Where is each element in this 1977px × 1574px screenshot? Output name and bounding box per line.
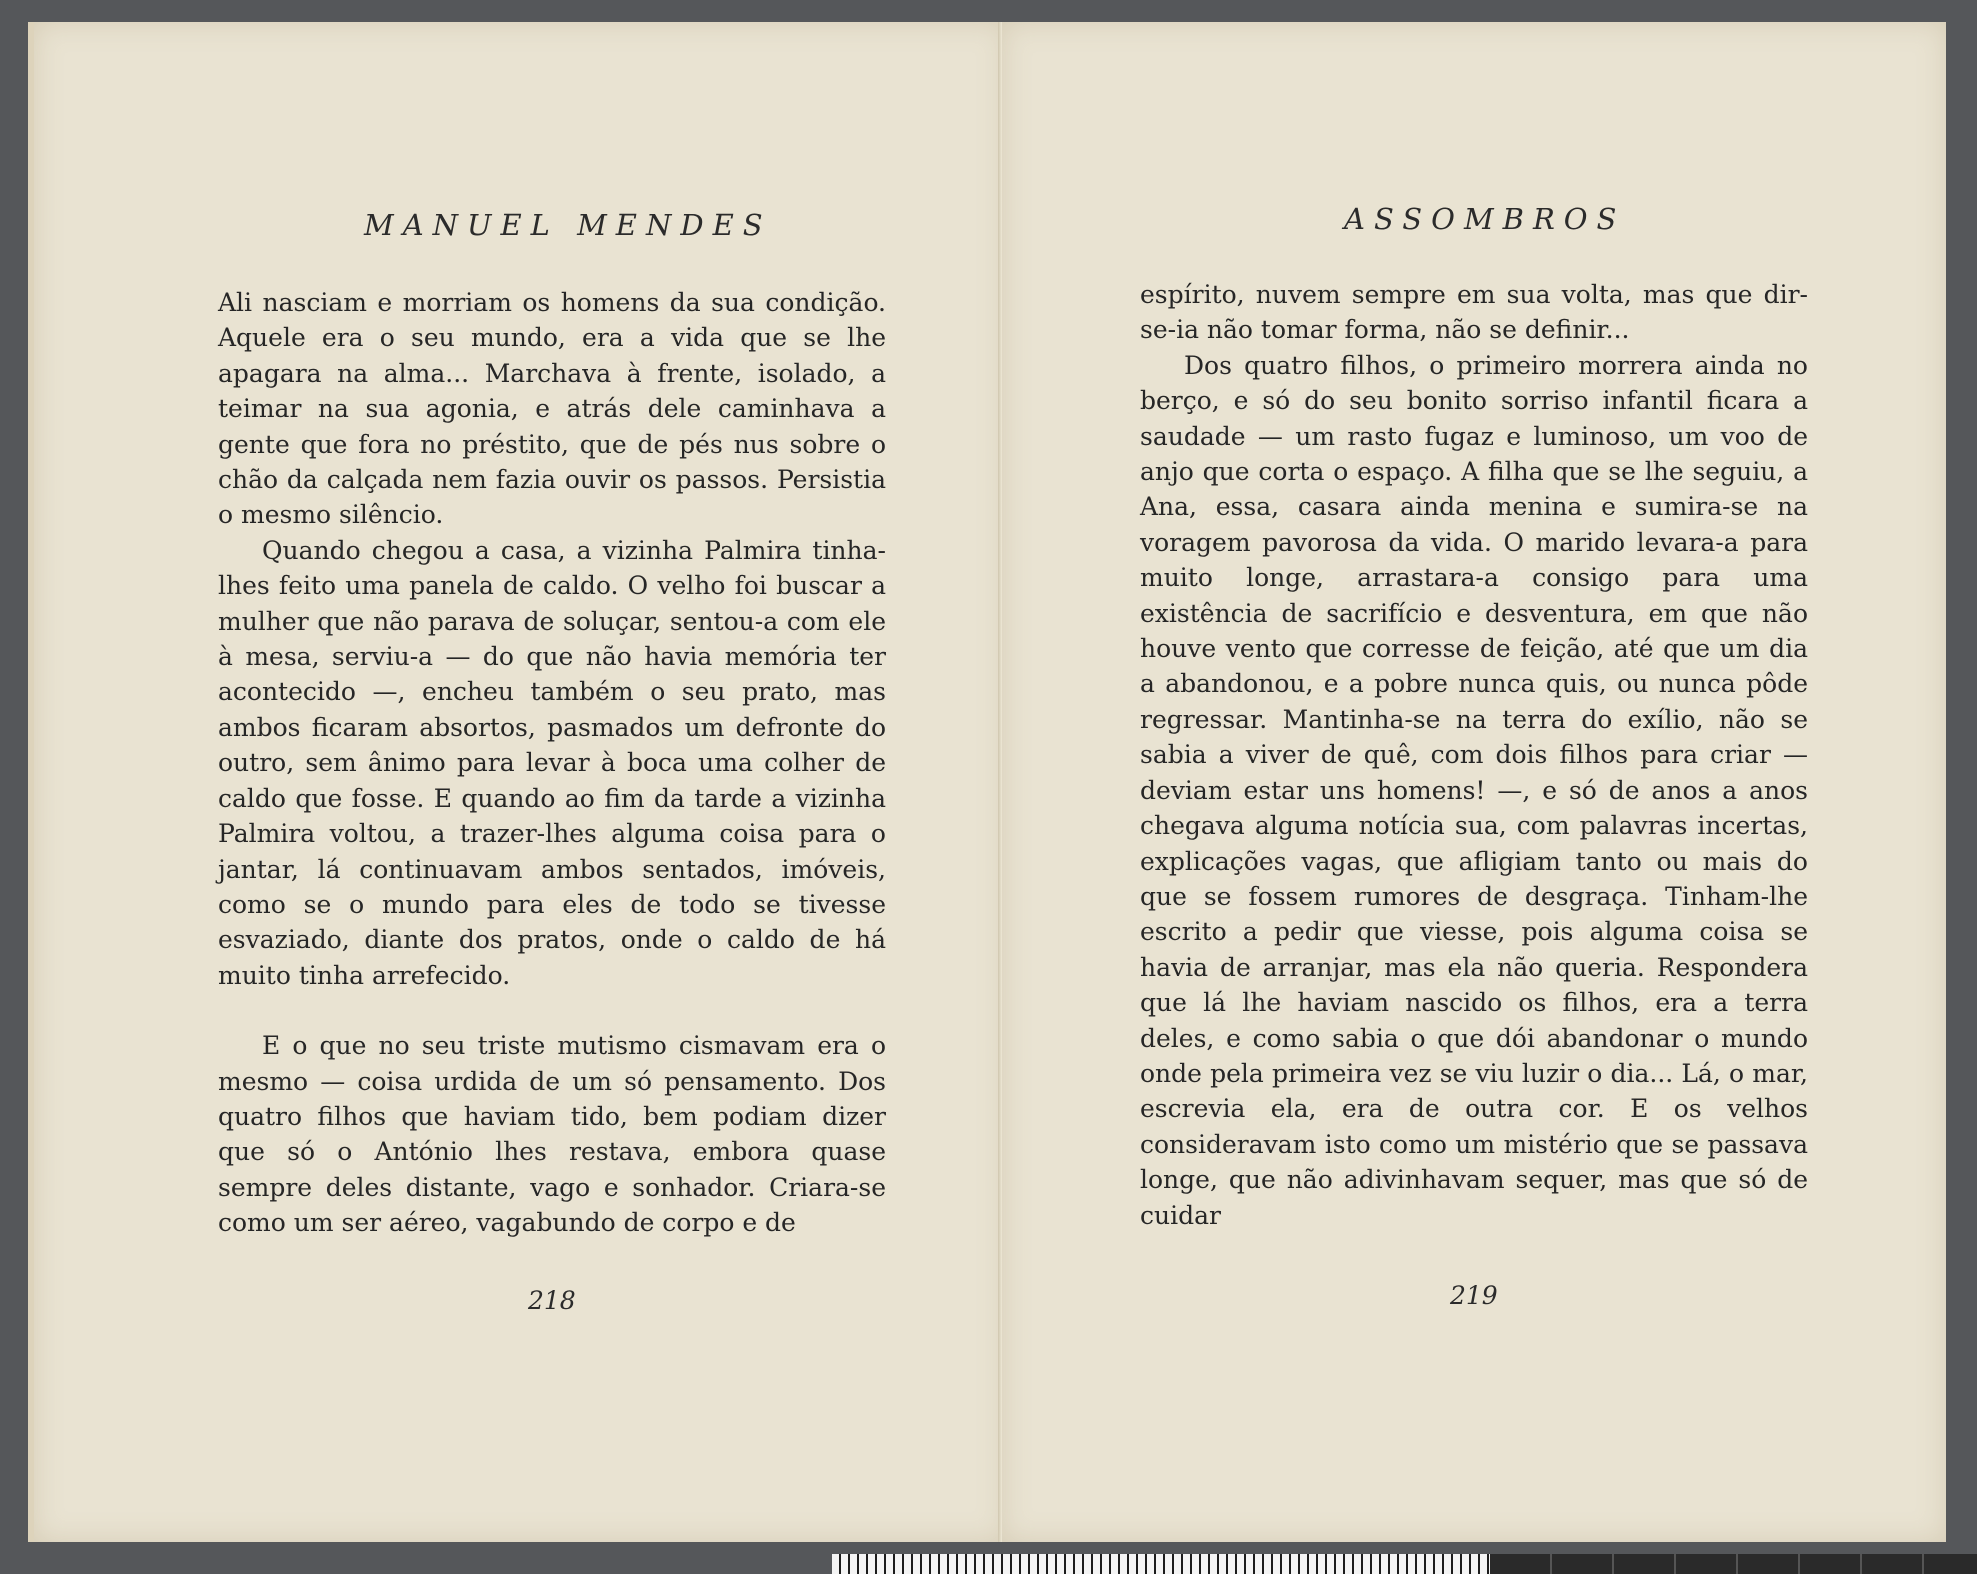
paragraph: Quando chegou a casa, a vizinha Palmira tinha-lhes feito uma panela de caldo. O velho foi buscar a mulher que não parava de soluçar, sentou-a com ele à mesa, serviu-a — do que não havia memória ter acontecido —, encheu também o seu prato, mas ambos ficaram absortos, pasmados um defronte do outro, sem ânimo para levar à boca uma colher de caldo que fosse. E quando ao fim da tarde a vizinha Palmira voltou, a trazer-lhes alguma coisa para o jantar, lá continuavam ambos sentados, imóveis, como se o mundo para eles de todo se tivesse esvaziado, diante dos pratos, onde o caldo de há muito tinha arrefecido. [218,535,886,990]
open-book-spread [28,22,1946,1542]
paragraph: E o que no seu triste mutismo cismavam era o mesmo — coisa urdida de um só pensamento. Dos quatro filhos que haviam tido, bem podiam dizer que só o António lhes restava, embora quase sempre deles distante, vago e sonhador. Criara-se como um ser aéreo, vagabundo de corpo e de [218,1031,886,1238]
running-head-title: ASSOMBROS [1344,202,1626,236]
page-number: 218 [528,1286,576,1315]
left-page-body [218,285,886,1241]
right-page [1002,22,1946,1542]
paragraph: espírito, nuvem sempre em sua volta, mas que dir-se-ia não tomar forma, não se definir... [1140,280,1808,345]
paragraph: Ali nasciam e morriam os homens da sua condição. Aquele era o seu mundo, era a vida que se lhe apagara na alma... Marchava à frente, isolado, a teimar na sua agonia, e atrás dele caminhava a gente que fora no préstito, que de pés nus sobre o chão da calçada nem fazia ouvir os passos. Persistia o mesmo silêncio. [218,288,886,530]
right-page-body [1140,277,1808,1233]
page-number: 219 [1450,1281,1498,1310]
color-calibration-strip [1490,1554,1977,1574]
paragraph: Dos quatro filhos, o primeiro morrera ainda no berço, e só do seu bonito sorriso infantil ficara a saudade — um rasto fugaz e luminoso, um voo de anjo que corta o espaço. A filha que se lhe seguiu, a Ana, essa, casara ainda menina e sumira-se na voragem pavorosa da vida. O marido levara-a para muito longe, arrastara-a consigo para uma existência de sacrifício e desventura, em que não houve vento que corresse de feição, até que um dia a abandonou, e a pobre nunca quis, ou nunca pôde regressar. Mantinha-se na terra do exílio, não se sabia a viver de quê, com dois filhos para criar — deviam estar uns homens! —, e só de anos a anos chegava alguma notícia sua, com palavras incertas, explicações vagas, que afligiam tanto ou mais do que se fossem rumores de desgraça. Tinham-lhe escrito a pedir que viesse, pois alguma coisa se havia de arranjar, mas ela não queria. Respondera que lá lhe haviam nascido os filhos, era a terra deles, e como sabia o que dói abandonar o mundo onde pela primeira vez se viu luzir o dia... Lá, o mar, escrevia ela, era de outra cor. E os velhos consideravam isto como um mistério que se passava longe, que não adivinhavam sequer, mas que só de cuidar [1140,350,1808,1230]
left-page [28,22,1006,1542]
running-head-author: MANUEL MENDES [364,208,772,242]
